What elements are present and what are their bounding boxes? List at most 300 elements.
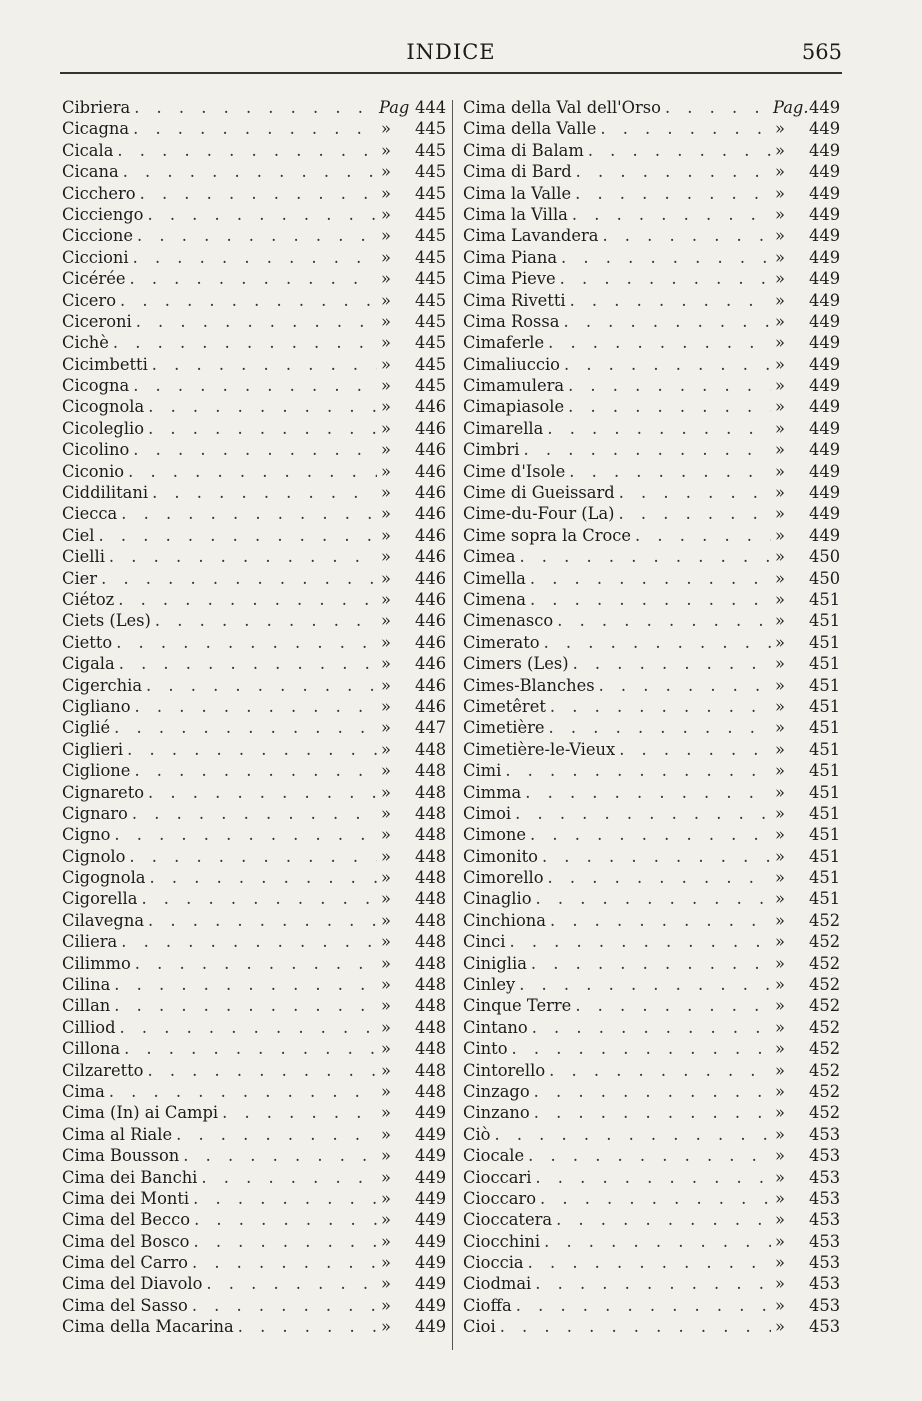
index-entry xyxy=(463,205,839,226)
entry-name: Cima del Carro xyxy=(62,1253,188,1273)
entry-name: Ciets (Les) xyxy=(62,611,151,631)
dot-leader xyxy=(532,1018,771,1037)
index-entry xyxy=(463,611,839,632)
entry-page: 451 xyxy=(809,589,841,609)
index-entry xyxy=(463,1296,839,1317)
entry-page: 448 xyxy=(415,932,447,952)
dot-leader xyxy=(114,975,377,994)
dot-leader xyxy=(531,954,771,973)
index-entry xyxy=(463,440,839,461)
entry-page: 448 xyxy=(415,846,447,866)
entry-page: 453 xyxy=(809,1124,841,1144)
index-entry xyxy=(62,333,445,354)
dot-leader xyxy=(120,291,377,310)
entry-name: Cima del Bosco xyxy=(62,1231,190,1251)
entry-page: 449 xyxy=(809,98,841,117)
entry-ref: » xyxy=(775,483,785,503)
index-entry xyxy=(463,141,839,162)
dot-leader xyxy=(557,611,771,630)
dot-leader xyxy=(619,504,771,523)
entry-ref: » xyxy=(775,1295,785,1315)
index-entry xyxy=(463,783,839,804)
index-entry xyxy=(463,654,839,675)
entry-ref: » xyxy=(381,376,391,396)
entry-ref: » xyxy=(775,418,785,438)
entry-name: Cicérée xyxy=(62,269,126,289)
entry-name: Cima del Diavolo xyxy=(62,1274,203,1294)
index-entry xyxy=(62,804,445,825)
dot-leader xyxy=(556,1210,771,1229)
dot-leader xyxy=(101,569,377,588)
entry-name: Cimapiasole xyxy=(463,397,565,417)
entry-name: Cilina xyxy=(62,975,111,995)
entry-ref: » xyxy=(381,1210,391,1230)
entry-name: Cimes-Blanches xyxy=(463,675,595,695)
dot-leader xyxy=(135,954,377,973)
index-entry xyxy=(463,740,839,761)
entry-page: 446 xyxy=(415,504,447,524)
entry-ref: » xyxy=(775,1188,785,1208)
entry-name: Cinzano xyxy=(463,1103,530,1123)
entry-page: 446 xyxy=(415,696,447,716)
index-entry xyxy=(463,1103,839,1124)
entry-ref: » xyxy=(775,975,785,995)
index-entry xyxy=(62,483,445,504)
dot-leader xyxy=(148,419,377,438)
entry-page: 448 xyxy=(415,1017,447,1037)
entry-page: 449 xyxy=(415,1210,447,1230)
entry-ref: » xyxy=(775,953,785,973)
dot-leader xyxy=(619,740,771,759)
entry-name: Cillona xyxy=(62,1039,121,1059)
entry-ref: » xyxy=(775,632,785,652)
dot-leader xyxy=(134,98,375,117)
entry-name: Cilliod xyxy=(62,1017,116,1037)
entry-page: 451 xyxy=(809,675,841,695)
dot-leader xyxy=(192,1296,377,1315)
entry-name: Cime-du-Four (La) xyxy=(463,504,615,524)
index-entry xyxy=(62,1274,445,1295)
entry-ref: » xyxy=(381,589,391,609)
index-entry xyxy=(463,226,839,247)
entry-ref: » xyxy=(775,868,785,888)
dot-leader xyxy=(134,761,377,780)
entry-page: 449 xyxy=(809,333,841,353)
entry-name: Ciodmai xyxy=(463,1274,532,1294)
index-entry xyxy=(62,1039,445,1060)
entry-name: Cigno xyxy=(62,825,111,845)
entry-name: Cime sopra la Croce xyxy=(463,525,632,545)
entry-ref: » xyxy=(381,739,391,759)
entry-page: 445 xyxy=(415,311,447,331)
entry-ref: » xyxy=(381,825,391,845)
entry-page: 450 xyxy=(809,568,841,588)
entry-name: Ciel xyxy=(62,525,95,545)
entry-page: 446 xyxy=(415,397,447,417)
dot-leader xyxy=(519,975,771,994)
entry-name: Cimetêret xyxy=(463,696,546,716)
dot-leader xyxy=(137,226,377,245)
entry-ref: » xyxy=(381,932,391,952)
entry-page: 445 xyxy=(415,162,447,182)
entry-name: Cima di Balam xyxy=(463,140,584,160)
dot-leader xyxy=(534,1082,771,1101)
entry-name: Cigognola xyxy=(62,868,146,888)
dot-leader xyxy=(148,911,377,930)
entry-name: Cigorella xyxy=(62,889,138,909)
dot-leader xyxy=(113,333,377,352)
entry-name: Cimetière-le-Vieux xyxy=(463,739,616,759)
entry-ref: » xyxy=(381,1295,391,1315)
index-entry xyxy=(463,355,839,376)
index-entry xyxy=(463,676,839,697)
index-entry xyxy=(463,526,839,547)
dot-leader xyxy=(549,1061,771,1080)
dot-leader xyxy=(536,889,772,908)
entry-name: Ciocchini xyxy=(463,1231,541,1251)
entry-name: Cioi xyxy=(463,1317,496,1337)
dot-leader xyxy=(114,825,377,844)
entry-page: 447 xyxy=(415,718,447,738)
entry-name: Cintorello xyxy=(463,1060,546,1080)
entry-ref: » xyxy=(775,376,785,396)
page-title: INDICE xyxy=(406,40,496,64)
entry-page: 448 xyxy=(415,953,447,973)
dot-leader xyxy=(152,483,377,502)
dot-leader xyxy=(512,1039,772,1058)
entry-name: Cicolino xyxy=(62,440,130,460)
entry-name: Cichè xyxy=(62,333,109,353)
entry-ref: » xyxy=(381,333,391,353)
index-entry xyxy=(463,954,839,975)
entry-ref: » xyxy=(775,910,785,930)
entry-ref: » xyxy=(775,204,785,224)
index-entry xyxy=(62,975,445,996)
index-entry xyxy=(62,355,445,376)
entry-ref: » xyxy=(775,1124,785,1144)
index-entry xyxy=(62,954,445,975)
index-entry xyxy=(463,419,839,440)
entry-page: 446 xyxy=(415,547,447,567)
entry-page: 449 xyxy=(809,247,841,267)
index-entry xyxy=(463,590,839,611)
dot-leader xyxy=(524,440,771,459)
entry-name: Ciccione xyxy=(62,226,134,246)
entry-page: 453 xyxy=(809,1146,841,1166)
entry-name: Cima Rivetti xyxy=(463,290,566,310)
index-entry xyxy=(463,291,839,312)
index-entry xyxy=(62,783,445,804)
index-entry xyxy=(463,1082,839,1103)
index-column-left xyxy=(62,98,445,1339)
entry-page: 451 xyxy=(809,696,841,716)
entry-ref: » xyxy=(775,311,785,331)
entry-name: Ciglione xyxy=(62,761,131,781)
entry-page: 449 xyxy=(809,290,841,310)
entry-ref: » xyxy=(381,1017,391,1037)
entry-ref: » xyxy=(381,1253,391,1273)
index-entry xyxy=(463,761,839,782)
entry-name: Cietto xyxy=(62,632,113,652)
entry-page: 453 xyxy=(809,1295,841,1315)
index-entry xyxy=(62,462,445,483)
entry-page: 452 xyxy=(809,996,841,1016)
dot-leader xyxy=(193,1232,377,1251)
index-entry xyxy=(62,269,445,290)
entry-ref: » xyxy=(381,418,391,438)
entry-page: 446 xyxy=(415,589,447,609)
dot-leader xyxy=(494,1125,771,1144)
index-entry xyxy=(62,226,445,247)
entry-name: Cinley xyxy=(463,975,516,995)
index-entry xyxy=(463,633,839,654)
entry-ref: Pag. xyxy=(773,98,809,117)
entry-name: Cillan xyxy=(62,996,111,1016)
index-entry xyxy=(463,376,839,397)
index-entry xyxy=(62,1168,445,1189)
entry-ref: » xyxy=(381,1146,391,1166)
index-entry xyxy=(463,697,839,718)
dot-leader xyxy=(238,1317,377,1336)
entry-ref: » xyxy=(381,311,391,331)
dot-leader xyxy=(549,718,771,737)
index-entry xyxy=(463,269,839,290)
entry-name: Cinzago xyxy=(463,1081,530,1101)
dot-leader xyxy=(535,1274,771,1293)
entry-ref: » xyxy=(381,1167,391,1187)
dot-leader xyxy=(129,269,377,288)
entry-page: 445 xyxy=(415,269,447,289)
entry-page: 452 xyxy=(809,932,841,952)
dot-leader xyxy=(192,1253,377,1272)
index-entry xyxy=(62,654,445,675)
entry-page: 446 xyxy=(415,525,447,545)
entry-name: Cignareto xyxy=(62,782,145,802)
index-entry xyxy=(62,676,445,697)
entry-page: 448 xyxy=(415,803,447,823)
entry-ref: » xyxy=(381,675,391,695)
entry-page: 449 xyxy=(415,1103,447,1123)
entry-page: 451 xyxy=(809,803,841,823)
entry-ref: » xyxy=(381,568,391,588)
index-entry xyxy=(62,397,445,418)
entry-page: 448 xyxy=(415,889,447,909)
entry-name: Cimaliuccio xyxy=(463,354,560,374)
dot-leader xyxy=(127,740,377,759)
entry-page: 451 xyxy=(809,889,841,909)
entry-name: Cima della Macarina xyxy=(62,1317,234,1337)
entry-ref: » xyxy=(775,696,785,716)
index-entry xyxy=(463,1061,839,1082)
entry-ref: » xyxy=(381,1317,391,1337)
dot-leader xyxy=(147,205,377,224)
index-entry xyxy=(62,504,445,525)
entry-ref: » xyxy=(775,611,785,631)
dot-leader xyxy=(530,825,771,844)
index-entry xyxy=(62,1125,445,1146)
index-entry xyxy=(62,526,445,547)
entry-name: Cioccatera xyxy=(463,1210,553,1230)
dot-leader xyxy=(505,761,771,780)
entry-ref: » xyxy=(775,119,785,139)
dot-leader xyxy=(109,1082,377,1101)
entry-page: 449 xyxy=(809,525,841,545)
index-entry xyxy=(62,291,445,312)
entry-name: Ciétoz xyxy=(62,589,115,609)
dot-leader xyxy=(573,654,771,673)
entry-ref: » xyxy=(381,1188,391,1208)
entry-ref: » xyxy=(775,589,785,609)
entry-ref: » xyxy=(381,1081,391,1101)
dot-leader xyxy=(118,590,377,609)
dot-leader xyxy=(575,996,771,1015)
entry-ref: » xyxy=(775,782,785,802)
index-entry xyxy=(62,1210,445,1231)
entry-name: Cigerchia xyxy=(62,675,143,695)
index-entry xyxy=(463,1210,839,1231)
entry-page: 448 xyxy=(415,868,447,888)
entry-ref: » xyxy=(381,718,391,738)
entry-name: Cime d'Isole xyxy=(463,461,566,481)
entry-name: Cima della Valle xyxy=(463,119,597,139)
dot-leader xyxy=(194,1210,377,1229)
entry-page: 449 xyxy=(809,226,841,246)
entry-page: 449 xyxy=(809,483,841,503)
entry-page: 451 xyxy=(809,654,841,674)
entry-name: Cimoi xyxy=(463,803,512,823)
dot-leader xyxy=(500,1317,771,1336)
dot-leader xyxy=(665,98,769,117)
dot-leader xyxy=(635,526,771,545)
dot-leader xyxy=(535,1168,771,1187)
entry-page: 445 xyxy=(415,119,447,139)
index-entry xyxy=(463,932,839,953)
entry-page: 449 xyxy=(809,311,841,331)
dot-leader xyxy=(564,355,771,374)
entry-ref: » xyxy=(775,140,785,160)
index-entry xyxy=(463,1039,839,1060)
header-rule xyxy=(60,72,842,74)
dot-leader xyxy=(123,162,377,181)
entry-name: Cicchero xyxy=(62,183,136,203)
entry-ref: » xyxy=(381,397,391,417)
entry-page: 451 xyxy=(809,739,841,759)
entry-name: Cima di Bard xyxy=(463,162,572,182)
entry-name: Ciecca xyxy=(62,504,118,524)
entry-name: Cimerato xyxy=(463,632,540,652)
entry-ref: » xyxy=(775,846,785,866)
dot-leader xyxy=(542,847,771,866)
entry-name: Cima xyxy=(62,1081,105,1101)
entry-ref: » xyxy=(381,632,391,652)
index-entry xyxy=(62,98,445,119)
entry-name: Cicala xyxy=(62,140,114,160)
index-entry xyxy=(463,569,839,590)
index-entry xyxy=(62,184,445,205)
page-number: 565 xyxy=(801,40,842,64)
index-entry xyxy=(463,483,839,504)
index-entry xyxy=(463,333,839,354)
index-entry xyxy=(62,611,445,632)
entry-page: 449 xyxy=(415,1124,447,1144)
dot-leader xyxy=(133,440,377,459)
entry-ref: » xyxy=(381,119,391,139)
dot-leader xyxy=(544,633,771,652)
entry-ref: » xyxy=(775,718,785,738)
entry-ref: » xyxy=(775,1167,785,1187)
index-entry xyxy=(463,1317,839,1338)
entry-name: Cielli xyxy=(62,547,105,567)
entry-ref: » xyxy=(381,504,391,524)
dot-leader xyxy=(136,312,377,331)
entry-ref: » xyxy=(381,226,391,246)
entry-page: 446 xyxy=(415,675,447,695)
dot-leader xyxy=(548,333,771,352)
entry-page: 450 xyxy=(809,547,841,567)
entry-name: Cicciengo xyxy=(62,204,144,224)
entry-page: 451 xyxy=(809,868,841,888)
index-entry xyxy=(62,119,445,140)
entry-page: 446 xyxy=(415,461,447,481)
page-header xyxy=(60,38,842,74)
entry-name: Cimea xyxy=(463,547,516,567)
entry-ref: » xyxy=(381,269,391,289)
dot-leader xyxy=(150,868,377,887)
entry-page: 449 xyxy=(415,1295,447,1315)
index-entry xyxy=(463,847,839,868)
index-entry xyxy=(62,1253,445,1274)
dot-leader xyxy=(600,119,771,138)
entry-page: 448 xyxy=(415,739,447,759)
entry-name: Cima Rossa xyxy=(463,311,560,331)
index-entry xyxy=(62,1103,445,1124)
index-entry xyxy=(62,932,445,953)
entry-name: Cimma xyxy=(463,782,522,802)
entry-ref: » xyxy=(775,761,785,781)
index-column-right xyxy=(463,98,839,1339)
dot-leader xyxy=(550,697,771,716)
dot-leader xyxy=(141,889,377,908)
dot-leader xyxy=(124,1039,377,1058)
entry-ref: » xyxy=(775,1039,785,1059)
entry-page: 449 xyxy=(809,397,841,417)
dot-leader xyxy=(201,1168,377,1187)
entry-page: 452 xyxy=(809,910,841,930)
entry-page: 446 xyxy=(415,632,447,652)
index-entry xyxy=(62,911,445,932)
entry-page: 449 xyxy=(809,376,841,396)
entry-page: 445 xyxy=(415,226,447,246)
index-entry xyxy=(463,119,839,140)
entry-name: Cimarella xyxy=(463,418,544,438)
entry-name: Cinchiona xyxy=(463,910,546,930)
entry-page: 451 xyxy=(809,761,841,781)
entry-page: 445 xyxy=(415,204,447,224)
dot-leader xyxy=(140,184,377,203)
entry-ref: » xyxy=(381,1060,391,1080)
index-entry xyxy=(62,847,445,868)
dot-leader xyxy=(525,783,771,802)
entry-ref: » xyxy=(381,290,391,310)
entry-ref: » xyxy=(381,803,391,823)
entry-ref: » xyxy=(381,183,391,203)
entry-page: 445 xyxy=(415,354,447,374)
entry-ref: » xyxy=(775,803,785,823)
entry-page: 451 xyxy=(809,846,841,866)
entry-page: 448 xyxy=(415,1081,447,1101)
entry-page: 445 xyxy=(415,290,447,310)
entry-ref: » xyxy=(381,1124,391,1144)
